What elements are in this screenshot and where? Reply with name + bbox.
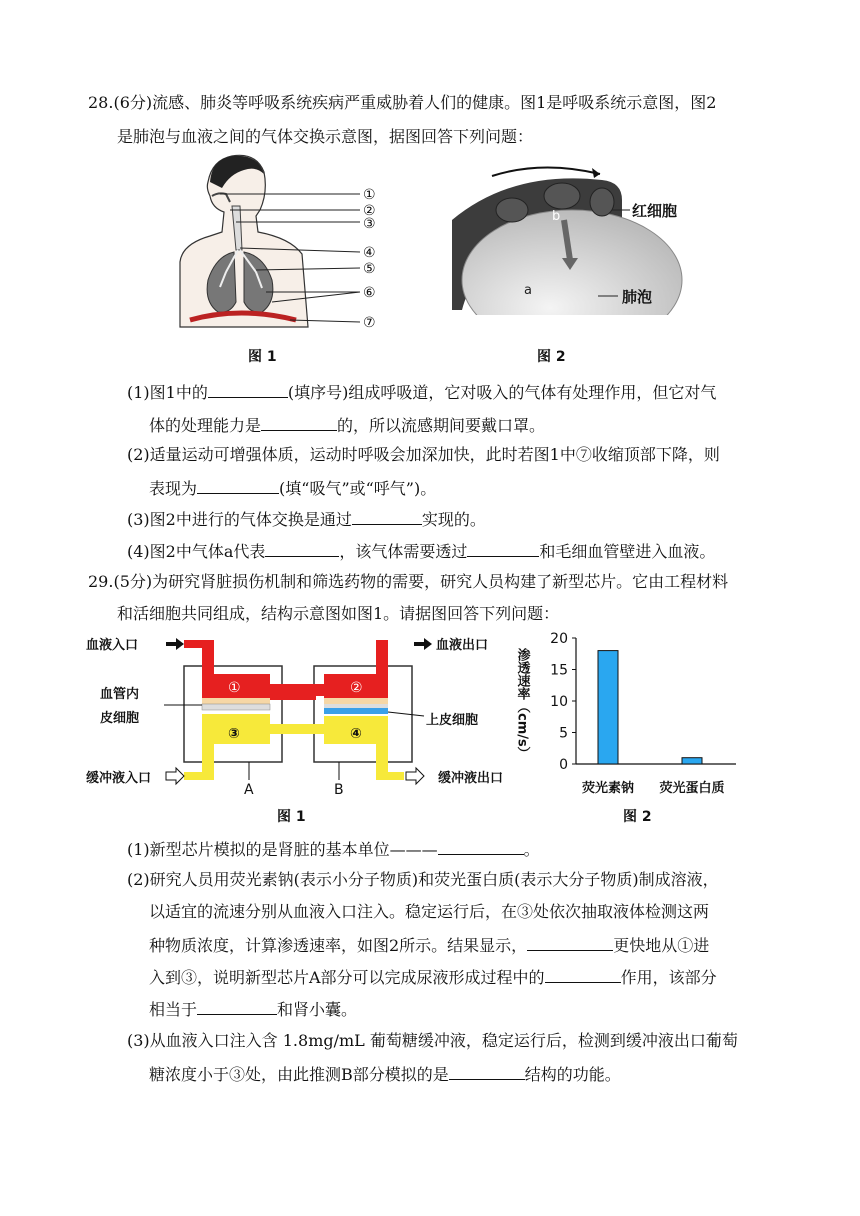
answer-blank[interactable]	[208, 380, 288, 398]
category-label: 荧光素钠	[581, 781, 635, 796]
q28-stem-line1: 28.(6分)流感、肺炎等呼吸系统疾病严重威胁着人们的健康。图1是呼吸系统示意图，图2	[88, 93, 717, 112]
buffer-in-arrow	[166, 768, 184, 784]
y-tick-label: 20	[550, 631, 568, 647]
buffer-inlet-label: 缓冲液入口	[86, 771, 152, 786]
blood-inlet-label: 血液入口	[86, 638, 139, 653]
fig1-label-1: ①	[363, 187, 376, 203]
q28-stem-line2: 是肺泡与血液之间的气体交换示意图，据图回答下列问题：	[117, 127, 534, 146]
q29-sub2-line3: 种物质浓度，计算渗透速率，如图2所示。结果显示， 更快地从①进	[149, 933, 709, 957]
q28-sub2-line2: 表现为 (填“吸气”或“呼气”)。	[149, 476, 436, 500]
chart-bars	[598, 651, 702, 764]
q29-sub2-line4: 入到③，说明新型芯片A部分可以完成尿液形成过程中的 作用，该部分	[149, 965, 717, 989]
chip-label-2: ②	[350, 680, 363, 696]
fig2-label-alveolus: 肺泡	[622, 288, 653, 306]
chart-y-label: 渗透速率（cm/s）	[514, 648, 530, 760]
q29-sub2-line5: 相当于 和肾小囊。	[149, 997, 357, 1021]
chart-ticks	[550, 631, 576, 773]
q29-fig2-caption: 图 2	[623, 809, 652, 825]
endothelial-label-2: 皮细胞	[100, 711, 140, 726]
chip-label-4: ④	[350, 726, 362, 742]
answer-blank[interactable]	[527, 933, 613, 951]
q29-stem-line1: 29.(5分)为研究肾脏损伤机制和筛选药物的需要，研究人员构建了新型芯片。它由工程材料	[88, 572, 729, 591]
fig2-a: a	[524, 283, 532, 298]
endothelial-label-1: 血管内	[100, 687, 140, 702]
y-tick-label: 10	[550, 694, 568, 710]
fig2-label-rbc: 红细胞	[632, 202, 678, 220]
gas-exchange-figure	[452, 160, 702, 315]
blood-out-arrow	[414, 638, 432, 650]
q28-sub1-line1: (1)图1中的 (填序号)组成呼吸道，它对吸入的气体有处理作用，但它对气	[127, 380, 716, 404]
fig2-caption: 图 2	[537, 349, 566, 365]
part-b-label: B	[334, 782, 344, 798]
q29-sub3-line1: (3)从血液入口注入含 1.8mg/mL 葡萄糖缓冲液，稳定运行后，检测到缓冲液出口葡萄	[127, 1031, 738, 1050]
q28-sub2-line1: (2)适量运动可增强体质，运动时呼吸会加深加快，此时若图1中⑦收缩顶部下降，则	[127, 445, 720, 464]
category-label: 荧光蛋白质	[659, 781, 725, 796]
answer-blank[interactable]	[261, 413, 337, 431]
blood-in-arrow	[166, 638, 184, 650]
epithelial-label: 上皮细胞	[426, 713, 479, 728]
fig1-label-5: ⑤	[363, 261, 376, 277]
y-tick-label: 15	[550, 662, 568, 679]
q29-sub2-line2: 以适宜的流速分别从血液入口注入。稳定运行后，在③处依次抽取液体检测这两	[149, 902, 710, 921]
answer-blank[interactable]	[352, 507, 422, 525]
q29-sub1: (1)新型芯片模拟的是肾脏的基本单位——— 。	[127, 837, 540, 861]
part-a-label: A	[244, 782, 254, 798]
fig1-label-7: ⑦	[363, 315, 376, 331]
buffer-outlet-label: 缓冲液出口	[438, 771, 504, 786]
answer-blank[interactable]	[197, 476, 279, 494]
bar	[598, 651, 618, 764]
buffer-out-arrow	[406, 768, 424, 784]
fig1-label-2: ②	[363, 203, 376, 219]
q29-sub2-line1: (2)研究人员用荧光素钠(表示小分子物质)和荧光蛋白质(表示大分子物质)制成溶液，	[127, 870, 719, 889]
answer-blank[interactable]	[467, 539, 539, 557]
flow-arrow	[492, 167, 600, 176]
chart-categories	[582, 780, 725, 796]
answer-blank[interactable]	[438, 837, 524, 855]
fig1-caption: 图 1	[248, 349, 277, 365]
q28-sub1-line2: 体的处理能力是 的，所以流感期间要戴口罩。	[149, 413, 545, 437]
y-tick-label: 5	[559, 725, 568, 742]
permeability-bar-chart	[510, 628, 750, 800]
fig1-label-4: ④	[363, 245, 376, 261]
chip-label-1: ①	[228, 680, 241, 696]
chip-label-3: ③	[228, 726, 240, 742]
q29-stem-line2: 和活细胞共同组成，结构示意图如图1。请据图回答下列问题：	[117, 604, 560, 623]
respiratory-system-figure	[160, 152, 400, 332]
answer-blank[interactable]	[449, 1062, 525, 1080]
answer-blank[interactable]	[265, 539, 339, 557]
bar	[682, 758, 702, 764]
q29-sub3-line2: 糖浓度小于③处，由此推测B部分模拟的是 结构的功能。	[149, 1062, 621, 1086]
chip-diagram	[84, 630, 524, 805]
answer-blank[interactable]	[545, 965, 621, 983]
q28-sub4: (4)图2中气体a代表 ，该气体需要透过 和毛细血管壁进入血液。	[127, 539, 715, 563]
y-tick-label: 0	[559, 757, 568, 773]
fig1-label-3: ③	[363, 216, 376, 232]
q29-fig1-caption: 图 1	[277, 809, 306, 825]
fig1-label-6: ⑥	[363, 285, 376, 301]
q28-sub3: (3)图2中进行的气体交换是通过 实现的。	[127, 507, 486, 531]
blood-outlet-label: 血液出口	[436, 638, 489, 653]
answer-blank[interactable]	[197, 997, 277, 1015]
fig2-b: b	[552, 209, 561, 224]
